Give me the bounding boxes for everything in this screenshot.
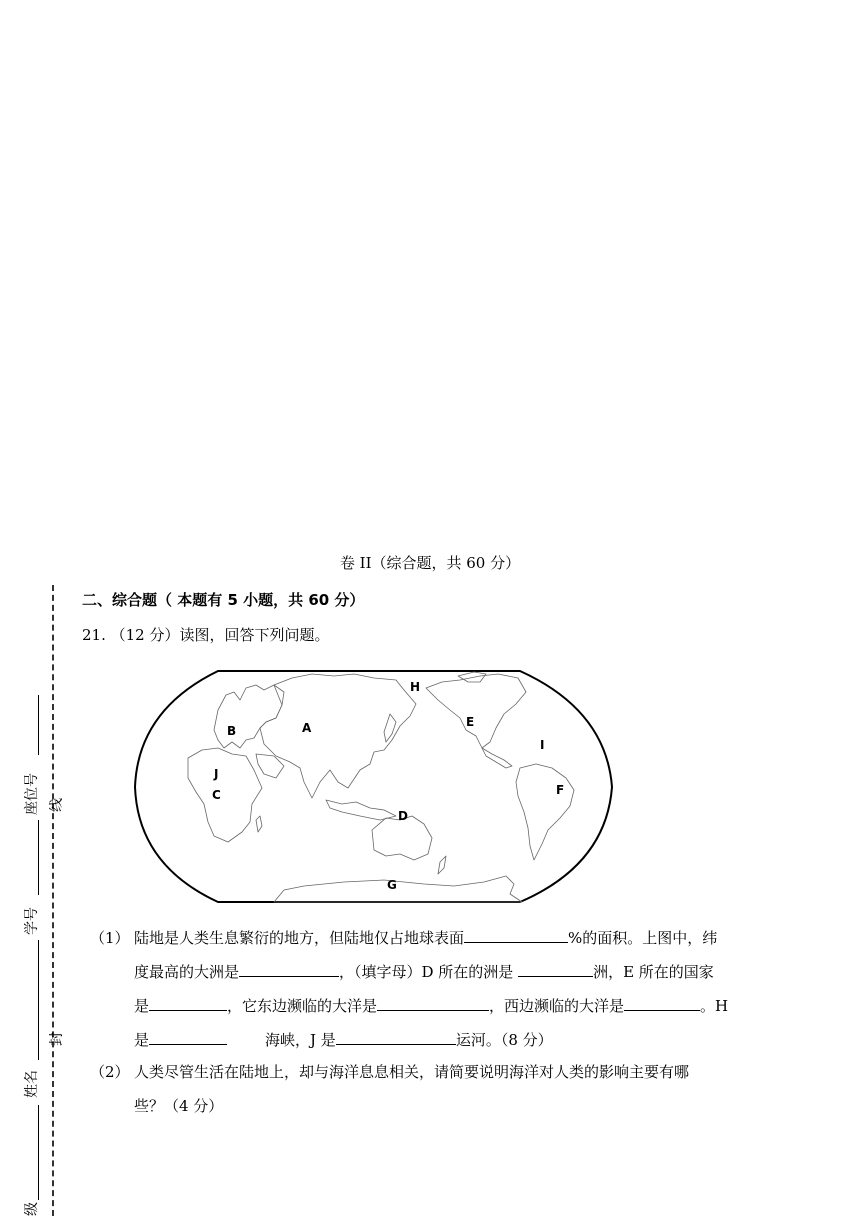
part-2-number: （2）: [90, 1063, 130, 1081]
central-america-outline: [482, 748, 512, 768]
part-1-number: （1）: [90, 929, 130, 947]
blank-highest-latitude-continent[interactable]: [239, 959, 339, 977]
world-map: [134, 670, 614, 905]
map-label-a: A: [302, 721, 312, 735]
north-america-outline: [426, 674, 526, 748]
antarctica-outline: [274, 876, 522, 902]
blank-west-ocean[interactable]: [624, 993, 700, 1011]
map-label-d: D: [398, 809, 408, 823]
part-1-line-2: 度最高的大洲是 ，（填字母）D 所在的洲是 洲，E 所在的国家: [134, 955, 714, 989]
blank-strait-h[interactable]: [149, 1027, 227, 1045]
europe-outline: [214, 685, 284, 748]
seat-label: 座位号: [24, 773, 40, 815]
id-blank-line: [38, 820, 39, 895]
japan-outline: [384, 714, 396, 742]
class-label: 级: [24, 1202, 40, 1216]
map-label-i: I: [540, 738, 545, 752]
question-part-2: [0, 1055, 860, 1135]
part-1-line-3: 是 ，它东边濒临的大洋是 ，西边濒临的大洋是 。H: [134, 989, 728, 1023]
question-heading: 二、综合题（ 本题有 5 小题，共 60 分）: [82, 591, 365, 609]
seal-mark: 封: [49, 1032, 65, 1046]
section-title: 卷 II（综合题，共 60 分）: [339, 554, 521, 572]
name-label: 姓名: [24, 1070, 40, 1098]
question-intro: 21. （12 分）读图，回答下列问题。: [82, 626, 330, 644]
blank-country-e[interactable]: [149, 993, 227, 1011]
map-label-j: J: [214, 767, 219, 781]
part-2-line-2: 些？（4 分）: [134, 1097, 224, 1115]
new-zealand-outline: [438, 856, 446, 874]
greenland-outline: [458, 672, 486, 682]
map-label-b: B: [227, 724, 237, 738]
id-label: 学号: [24, 907, 40, 935]
question-part-1: [0, 921, 860, 1061]
seat-blank-line: [38, 695, 39, 755]
line-mark: 线: [49, 798, 65, 812]
blank-continent-d[interactable]: [518, 959, 593, 977]
map-label-h: H: [410, 680, 421, 694]
map-label-c: C: [212, 788, 221, 802]
africa-outline: [188, 748, 262, 842]
blank-canal-j[interactable]: [336, 1027, 456, 1045]
south-america-outline: [516, 764, 574, 860]
map-label-e: E: [466, 715, 475, 729]
blank-land-percent[interactable]: [464, 925, 568, 943]
madagascar-outline: [256, 816, 262, 832]
map-label-g: G: [387, 878, 397, 892]
part-1-line-1: 陆地是人类生息繁衍的地方，但陆地仅占地球表面 %的面积。上图中，纬: [134, 921, 717, 955]
map-label-f: F: [556, 783, 565, 797]
indonesia-outline: [326, 800, 396, 820]
blank-east-ocean[interactable]: [377, 993, 489, 1011]
map-frame: [135, 671, 612, 902]
part-2-line-1: 人类尽管生活在陆地上，却与海洋息息相关，请简要说明海洋对人类的影响主要有哪: [134, 1063, 690, 1081]
part-1-line-4: 是 海峡，J 是 运河。（8 分）: [134, 1023, 553, 1057]
asia-outline: [260, 674, 416, 798]
